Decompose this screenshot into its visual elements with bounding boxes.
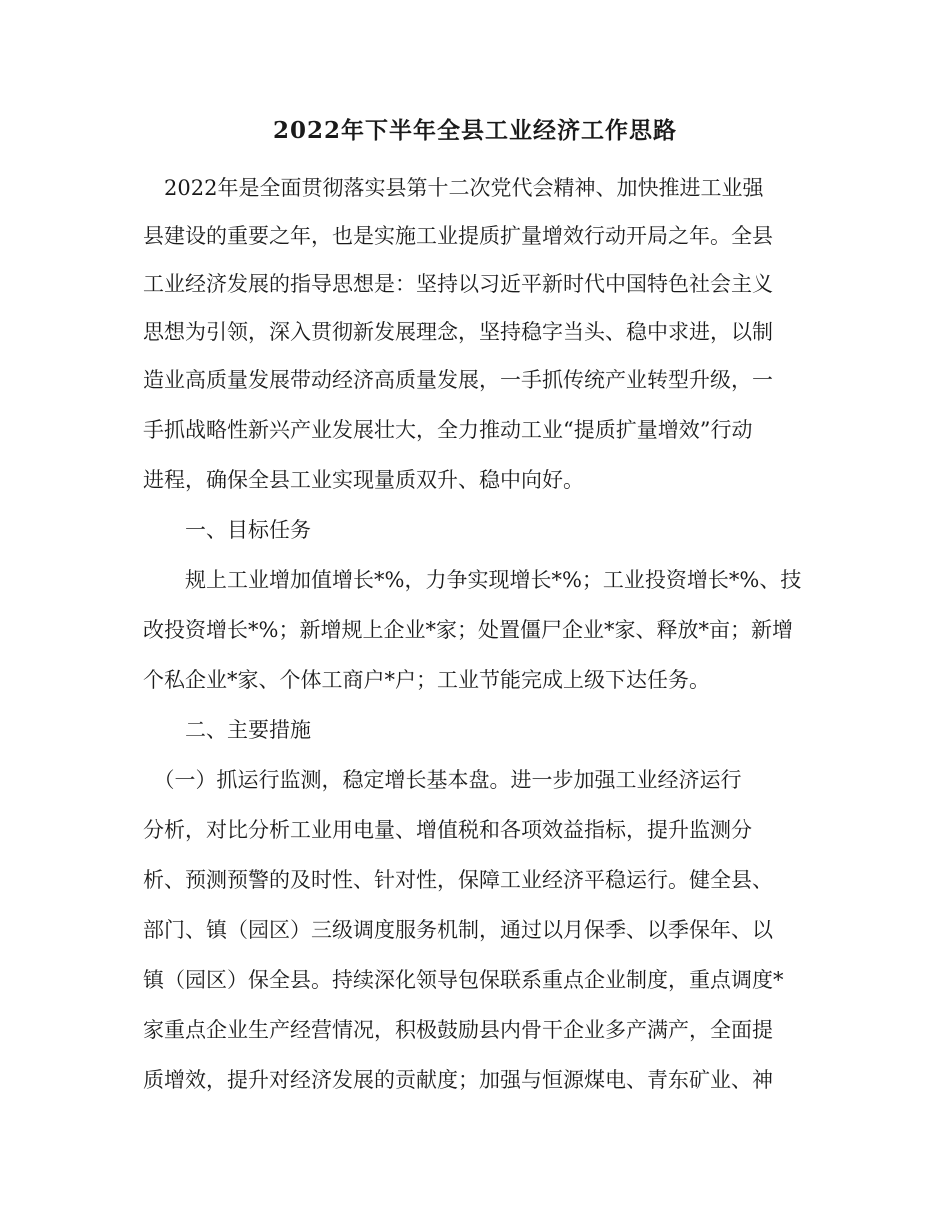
document-title: 2022年下半年全县工业经济工作思路 <box>272 117 677 144</box>
paragraph-line: 进程，确保全县工业实现量质双升、稳中向好。 <box>143 468 584 492</box>
paragraph-line: 部门、镇（园区）三级调度服务机制，通过以月保季、以季保年、以 <box>143 918 773 942</box>
paragraph-line: 工业经济发展的指导思想是：坚持以习近平新时代中国特色社会主义 <box>143 272 773 296</box>
paragraph-line: （一）抓运行监测，稳定增长基本盘。进一步加强工业经济运行 <box>143 768 742 792</box>
paragraph-line: 县建设的重要之年，也是实施工业提质扩量增效行动开局之年。全县 <box>143 224 773 248</box>
paragraph-line: 析、预测预警的及时性、针对性，保障工业经济平稳运行。健全县、 <box>143 868 773 892</box>
section-heading: 二、主要措施 <box>143 718 311 742</box>
paragraph-line: 2022年是全面贯彻落实县第十二次党代会精神、加快推进工业强 <box>143 176 764 200</box>
paragraph-line: 规上工业增加值增长*%，力争实现增长*%；工业投资增长*%、技 <box>143 568 802 592</box>
paragraph-line: 改投资增长*%；新增规上企业*家；处置僵尸企业*家、释放*亩；新增 <box>143 618 793 642</box>
paragraph-line: 个私企业*家、个体工商户*户；工业节能完成上级下达任务。 <box>143 668 710 692</box>
paragraph-line: 质增效，提升对经济发展的贡献度；加强与恒源煤电、青东矿业、神 <box>143 1068 773 1092</box>
paragraph-line: 分析，对比分析工业用电量、增值税和各项效益指标，提升监测分 <box>143 818 752 842</box>
paragraph-line: 家重点企业生产经营情况，积极鼓励县内骨干企业多产满产，全面提 <box>143 1018 773 1042</box>
section-heading: 一、目标任务 <box>143 518 311 542</box>
paragraph-line: 镇（园区）保全县。持续深化领导包保联系重点企业制度，重点调度* <box>143 968 784 992</box>
paragraph-line: 手抓战略性新兴产业发展壮大，全力推动工业“提质扩量增效”行动 <box>143 418 753 442</box>
paragraph-line: 思想为引领，深入贯彻新发展理念，坚持稳字当头、稳中求进，以制 <box>143 320 773 344</box>
paragraph-line: 造业高质量发展带动经济高质量发展，一手抓传统产业转型升级，一 <box>143 368 773 392</box>
